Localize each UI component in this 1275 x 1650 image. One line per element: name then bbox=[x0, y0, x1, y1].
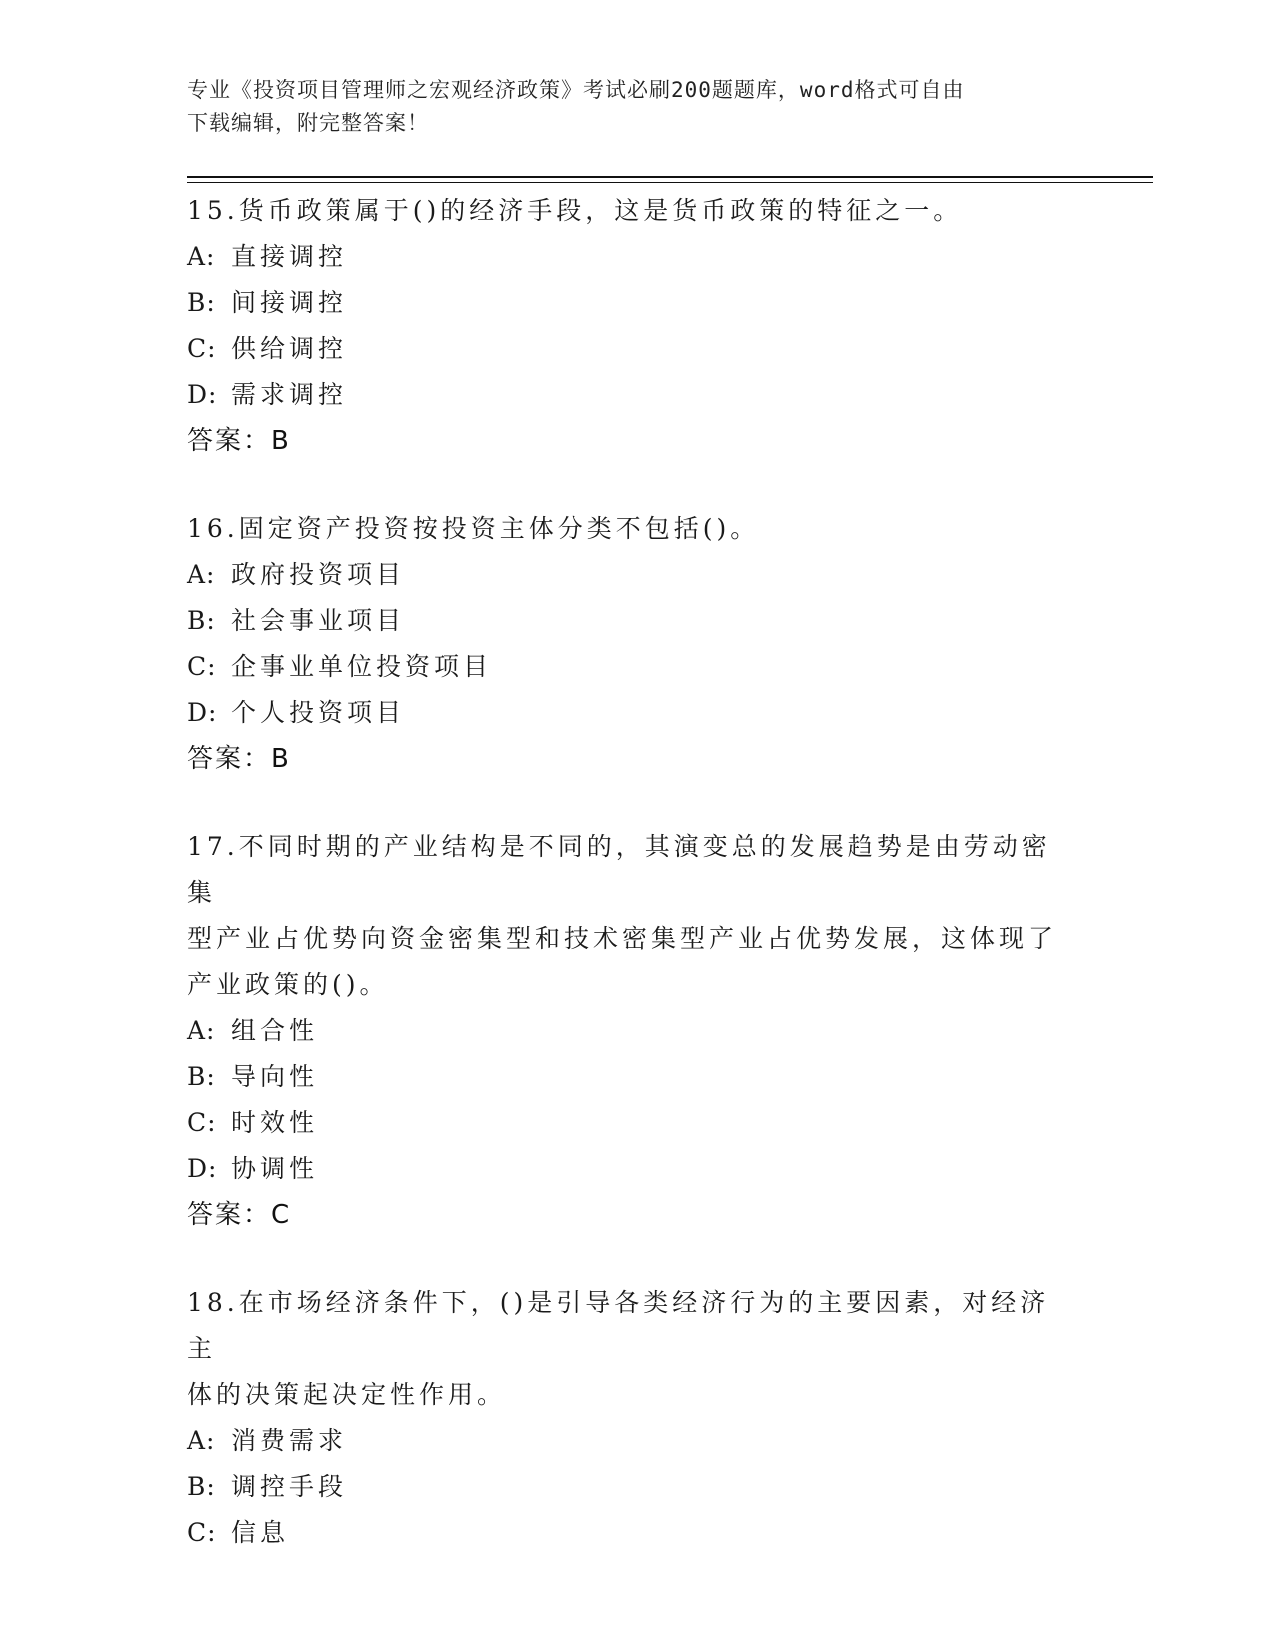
option-d bbox=[187, 690, 1067, 736]
question-17 bbox=[187, 824, 1067, 1238]
option-c bbox=[187, 1100, 1067, 1146]
question-stem-line: 17.不同时期的产业结构是不同的，其演变总的发展趋势是由劳动密集 bbox=[187, 832, 1051, 907]
option-letter: B: bbox=[187, 1062, 216, 1091]
header-line-1: 专业《投资项目管理师之宏观经济政策》考试必刷200题题库，word格式可自由 bbox=[187, 78, 965, 102]
question-stem-line: 体的决策起决定性作用。 bbox=[187, 1380, 507, 1409]
question-list bbox=[187, 188, 1067, 1598]
option-a bbox=[187, 1418, 1067, 1464]
option-text: 调控手段 bbox=[231, 1472, 348, 1501]
header-divider-thick bbox=[187, 176, 1153, 178]
option-text: 供给调控 bbox=[231, 334, 348, 363]
option-letter: B: bbox=[187, 288, 216, 317]
option-c bbox=[187, 1510, 1067, 1556]
option-letter: C: bbox=[187, 1108, 217, 1137]
option-text: 信息 bbox=[231, 1518, 290, 1547]
option-letter: C: bbox=[187, 1518, 217, 1547]
option-c bbox=[187, 644, 1067, 690]
option-letter: A: bbox=[187, 242, 216, 271]
option-text: 政府投资项目 bbox=[231, 560, 406, 589]
question-stem: 16.固定资产投资按投资主体分类不包括()。 bbox=[187, 514, 760, 543]
option-letter: A: bbox=[187, 1426, 216, 1455]
option-d bbox=[187, 372, 1067, 418]
option-d bbox=[187, 1146, 1067, 1192]
option-letter: A: bbox=[187, 1016, 216, 1045]
document-header bbox=[187, 74, 1067, 140]
option-letter: D: bbox=[187, 380, 218, 409]
answer-line: 答案：B bbox=[187, 426, 291, 456]
option-text: 消费需求 bbox=[231, 1426, 348, 1455]
question-stem: 15.货币政策属于()的经济手段，这是货币政策的特征之一。 bbox=[187, 196, 963, 225]
option-b bbox=[187, 1054, 1067, 1100]
option-b bbox=[187, 1464, 1067, 1510]
option-text: 企事业单位投资项目 bbox=[231, 652, 493, 681]
option-letter: D: bbox=[187, 698, 218, 727]
option-letter: B: bbox=[187, 606, 216, 635]
option-letter: B: bbox=[187, 1472, 216, 1501]
option-letter: A: bbox=[187, 560, 216, 589]
option-text: 社会事业项目 bbox=[231, 606, 406, 635]
answer-line: 答案：C bbox=[187, 1200, 292, 1230]
option-a bbox=[187, 552, 1067, 598]
option-a bbox=[187, 1008, 1067, 1054]
question-stem-line: 型产业占优势向资金密集型和技术密集型产业占优势发展，这体现了 bbox=[187, 924, 1058, 953]
option-text: 需求调控 bbox=[231, 380, 348, 409]
option-letter: C: bbox=[187, 652, 217, 681]
option-text: 直接调控 bbox=[231, 242, 348, 271]
option-c bbox=[187, 326, 1067, 372]
option-b bbox=[187, 280, 1067, 326]
question-18 bbox=[187, 1280, 1067, 1556]
question-stem-line: 18.在市场经济条件下，()是引导各类经济行为的主要因素，对经济主 bbox=[187, 1288, 1050, 1363]
option-b bbox=[187, 598, 1067, 644]
option-text: 间接调控 bbox=[231, 288, 348, 317]
option-text: 导向性 bbox=[231, 1062, 319, 1091]
option-text: 个人投资项目 bbox=[231, 698, 406, 727]
option-text: 协调性 bbox=[231, 1154, 319, 1183]
option-text: 时效性 bbox=[231, 1108, 319, 1137]
question-15 bbox=[187, 188, 1067, 464]
option-letter: C: bbox=[187, 334, 217, 363]
answer-line: 答案：B bbox=[187, 744, 291, 774]
question-stem-line: 产业政策的()。 bbox=[187, 970, 389, 999]
option-a bbox=[187, 234, 1067, 280]
question-16 bbox=[187, 506, 1067, 782]
option-letter: D: bbox=[187, 1154, 218, 1183]
header-divider-thin bbox=[187, 182, 1153, 183]
header-line-2: 下载编辑，附完整答案！ bbox=[187, 111, 429, 135]
option-text: 组合性 bbox=[231, 1016, 319, 1045]
